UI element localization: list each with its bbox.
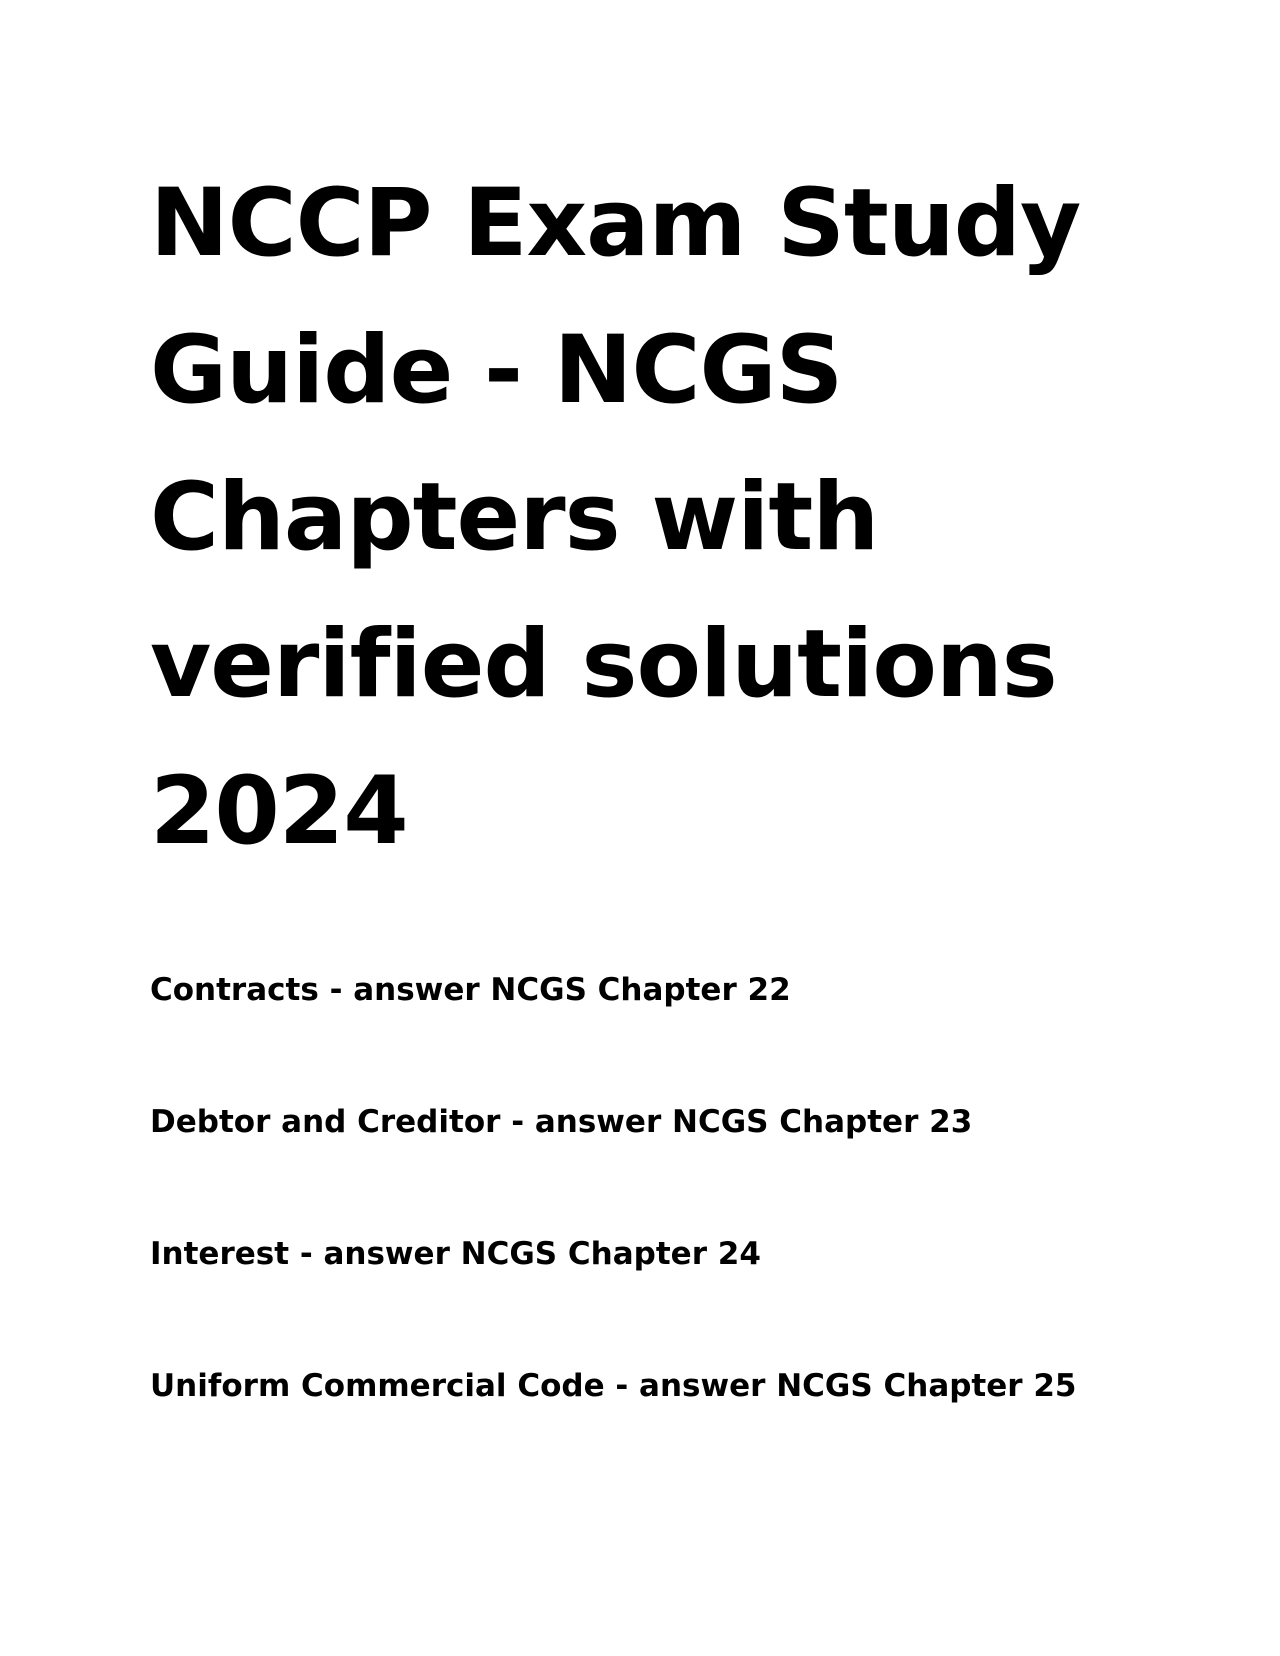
list-item-ucc: Uniform Commercial Code - answer NCGS Chapter 25 [150,1368,1077,1404]
list-item-contracts: Contracts - answer NCGS Chapter 22 [150,972,791,1008]
document-title: NCCP Exam Study Guide - NCGS Chapters with verified solutions 2024 [150,169,1081,866]
list-item-interest: Interest - answer NCGS Chapter 24 [150,1236,761,1272]
list-item-debtor-creditor: Debtor and Creditor - answer NCGS Chapter 23 [150,1104,973,1140]
chapter-list [150,968,1200,1496]
